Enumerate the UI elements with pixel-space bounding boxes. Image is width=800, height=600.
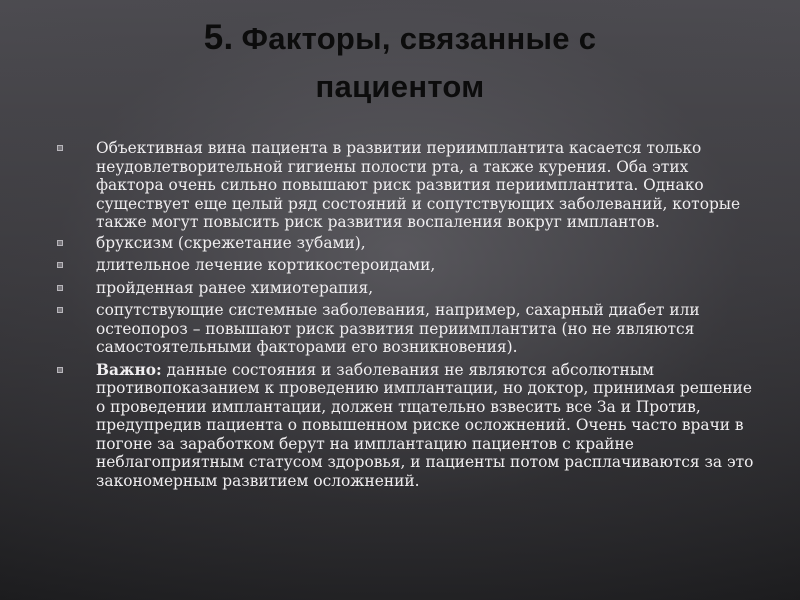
- bullet-item: [0, 256, 800, 275]
- important-label: Важно:: [96, 360, 162, 379]
- bullet-text: длительное лечение кортикостероидами,: [96, 256, 436, 274]
- bullet-marker-icon: [57, 285, 63, 291]
- title-text-line-1: Факторы, связанные с: [241, 21, 597, 56]
- bullet-item: [0, 301, 800, 357]
- bullet-marker-icon: [57, 145, 63, 151]
- title-number: 5.: [203, 18, 234, 57]
- bullet-text: Объективная вина пациента в развитии периимплантита касается только неудовлетворительной гигиены полости рта, а также курения. Оба этих фактора очень сильно повышают риск развития периимплантита. Однако существует еще целый ряд состояний и сопутствующих заболеваний, которые также могут повысить риск развития воспаления вокруг имплантов.: [96, 139, 741, 231]
- bullet-list: [0, 139, 800, 494]
- bullet-text: данные состояния и заболевания не являются абсолютным противопоказанием к проведению имплантации, но доктор, принимая решение о проведении имплантации, должен тщательно взвесить все За и Против, предупредив пациента о повышенном риске осложнений. Очень часто врачи в погоне за заработком берут на имплантацию пациентов с крайне неблагоприятным статусом здоровья, и пациенты потом расплачиваются за это закономерным развитием осложнений.: [96, 360, 754, 490]
- title-line-1: [60, 14, 740, 63]
- bullet-marker-icon: [57, 240, 63, 246]
- bullet-item: [0, 139, 800, 232]
- bullet-item-important: [0, 361, 800, 491]
- bullet-marker-icon: [57, 307, 63, 313]
- slide-title: [60, 14, 740, 111]
- bullet-item: [0, 279, 800, 298]
- bullet-marker-icon: [57, 262, 63, 268]
- bullet-text: сопутствующие системные заболевания, например, сахарный диабет или остеопороз – повышают риск развития периимплантита (но не являются самостоятельными факторами его возникновения).: [96, 301, 700, 356]
- bullet-item: [0, 234, 800, 253]
- title-text-line-2: пациентом: [315, 69, 485, 104]
- bullet-text: пройденная ранее химиотерапия,: [96, 278, 374, 297]
- bullet-marker-icon: [57, 367, 63, 373]
- bullet-text: бруксизм (скрежетание зубами),: [96, 233, 366, 252]
